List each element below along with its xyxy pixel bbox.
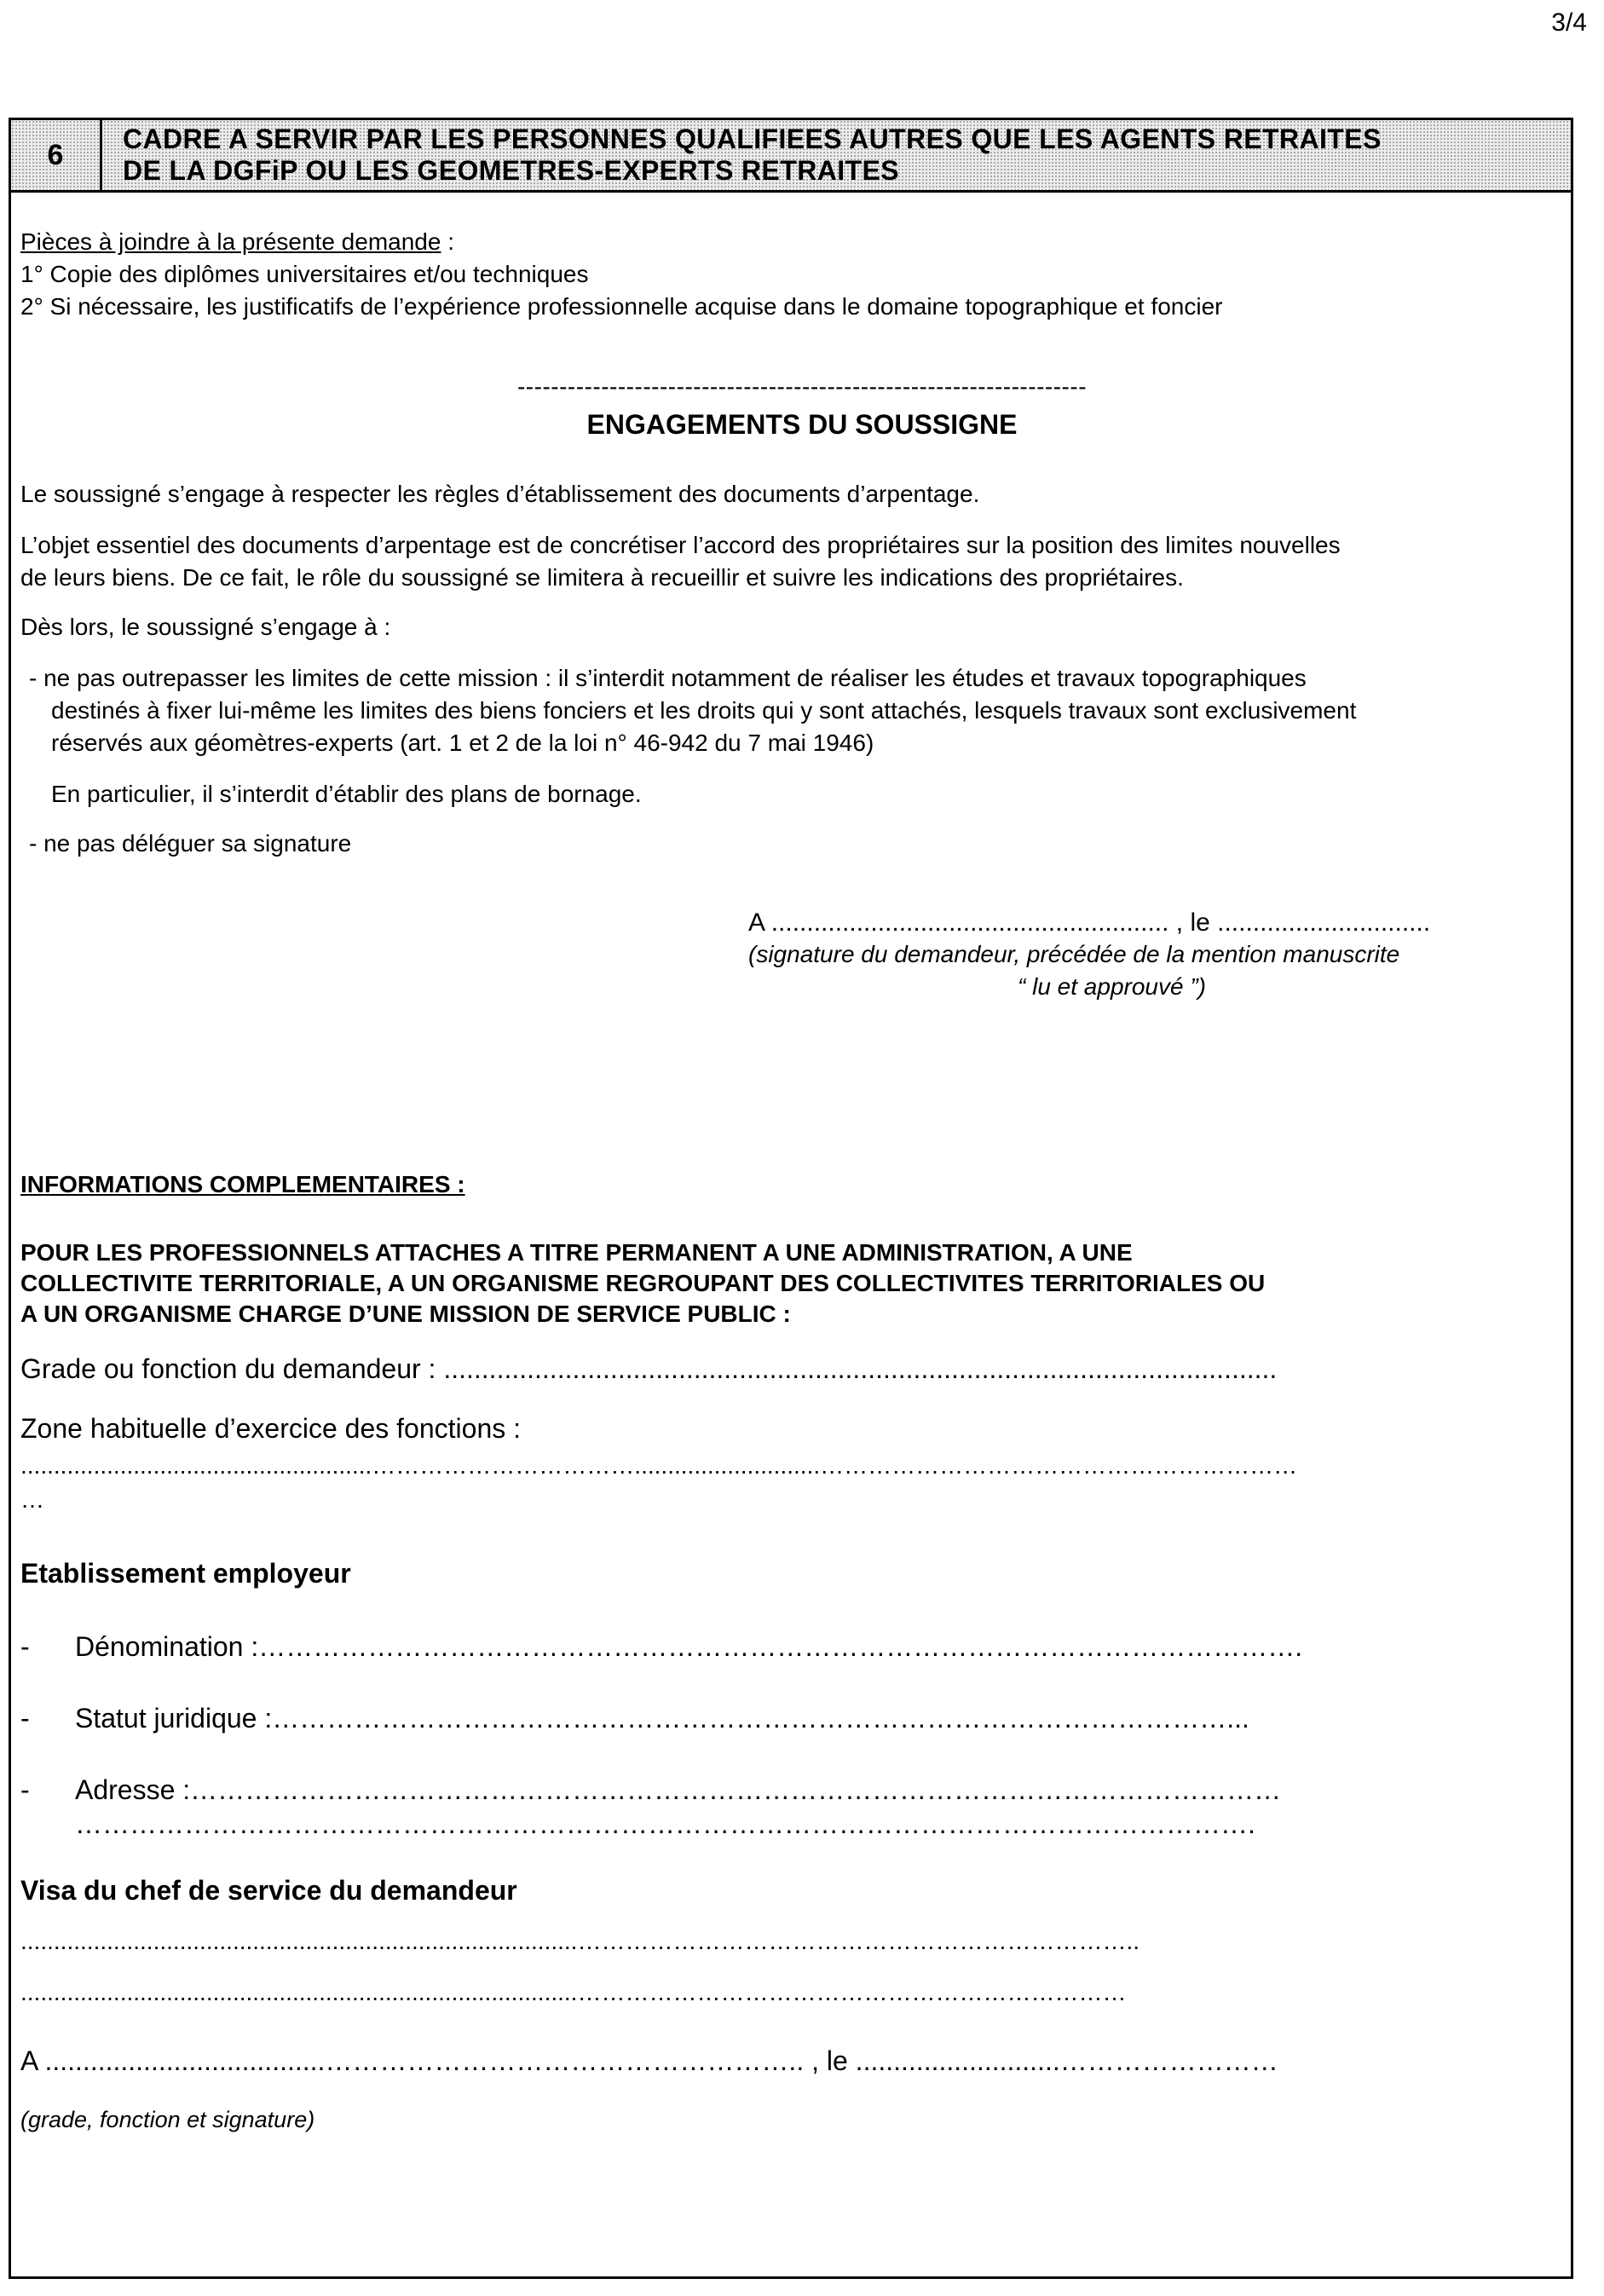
info-professionals-line-2: COLLECTIVITE TERRITORIALE, A UN ORGANISME REGROUPANT DES COLLECTIVITES TERRITORIALES OU (20, 1270, 1266, 1296)
grade-field: Grade ou fonction du demandeur : .............................................................................................................. (20, 1353, 1278, 1384)
engagement-paragraph-3: Dès lors, le soussigné s’engage à : (20, 614, 391, 640)
pieces-item-2: 2° Si nécessaire, les justificatifs de l’expérience professionnelle acquise dans le domaine topographique et foncier (20, 293, 1223, 320)
denomination-dash: - (20, 1631, 30, 1662)
adresse-field-continued: …………………………………………………………………………………………………………………. (75, 1809, 1255, 1839)
engagement-bullet-1-extra: En particulier, il s’interdit d’établir des plans de bornage. (51, 781, 642, 807)
visa-heading: Visa du chef de service du demandeur (20, 1875, 517, 1906)
section-header (11, 120, 1571, 193)
engagement-bullet-1-line-1: - ne pas outrepasser les limites de cette mission : il s’interdit notamment de réaliser les études et travaux topographiques (29, 665, 1307, 691)
page-number: 3/4 (1551, 9, 1587, 37)
zone-label: Zone habituelle d’exercice des fonctions : (20, 1413, 522, 1444)
statut-dash: - (20, 1703, 30, 1734)
visa-signature-line: A .....................................…………………………………………….. , le ...........................…………………… (20, 2045, 1278, 2076)
denomination-field: Dénomination :……………………………………………………………………………………………………. (75, 1631, 1303, 1662)
employer-heading: Etablissement employeur (20, 1558, 351, 1589)
visa-dots-2: ....................................................................................…………………………………………………………… (20, 1979, 1127, 2005)
engagement-paragraph-1: Le soussigné s’engage à respecter les règles d’établissement des documents d’arpentage. (20, 481, 980, 507)
engagement-paragraph-2-line-1: L’objet essentiel des documents d’arpentage est de concrétiser l’accord des propriétaires sur la position des limites nouvelles (20, 532, 1341, 558)
applicant-signature-note-1: (signature du demandeur, précédée de la mention manuscrite (748, 941, 1400, 967)
separator-line: -------------------------------------------------------------------- (516, 373, 1088, 400)
zone-field-dots-continued: … (20, 1486, 44, 1513)
info-heading: INFORMATIONS COMPLEMENTAIRES : (20, 1171, 465, 1197)
section-number: 6 (11, 120, 102, 190)
pieces-item-1: 1° Copie des diplômes universitaires et/ou techniques (20, 261, 589, 287)
info-professionals-line-3: A UN ORGANISME CHARGE D’UNE MISSION DE SERVICE PUBLIC : (20, 1301, 791, 1327)
engagement-bullet-1-line-3: réservés aux géomètres-experts (art. 1 et 2 de la loi n° 46-942 du 7 mai 1946) (51, 730, 874, 756)
visa-signature-note: (grade, fonction et signature) (20, 2107, 315, 2132)
section-title: CADRE A SERVIR PAR LES PERSONNES QUALIFIEES AUTRES QUE LES AGENTS RETRAITES DE LA DGFiP OU LES GEOMETRES-EXPERTS RETRAITES (123, 124, 1382, 186)
pieces-heading-colon: : (441, 228, 454, 255)
info-professionals-line-1: POUR LES PROFESSIONNELS ATTACHES A TITRE PERMANENT A UNE ADMINISTRATION, A UNE (20, 1239, 1133, 1266)
statut-juridique-field: Statut juridique :……………………………………………………………………………………………... (75, 1703, 1249, 1734)
engagements-title: ENGAGEMENTS DU SOUSSIGNE (586, 409, 1018, 440)
engagement-bullet-2: - ne pas déléguer sa signature (29, 830, 352, 857)
applicant-signature-line: A ........................................................ , le .............................. (748, 909, 1431, 937)
zone-field-dots: .....................................................……………………………............................…………………………………………………… (20, 1452, 1298, 1479)
engagement-bullet-1-line-2: destinés à fixer lui-même les limites des biens fonciers et les droits qui y sont attachés, lesquels travaux sont exclusivement (51, 697, 1357, 724)
adresse-dash: - (20, 1774, 30, 1805)
visa-dots-1: ....................................................................................…………………………………………………………….. (20, 1928, 1140, 1954)
engagement-paragraph-2-line-2: de leurs biens. De ce fait, le rôle du soussigné se limitera à recueillir et suivre les indications des propriétaires. (20, 564, 1184, 591)
pieces-heading-row (20, 228, 454, 256)
applicant-signature-note-2: “ lu et approuvé ”) (1018, 973, 1206, 1000)
pieces-heading: Pièces à joindre à la présente demande (20, 228, 441, 255)
adresse-field: Adresse :………………………………………………………………………………………………………… (75, 1774, 1282, 1805)
